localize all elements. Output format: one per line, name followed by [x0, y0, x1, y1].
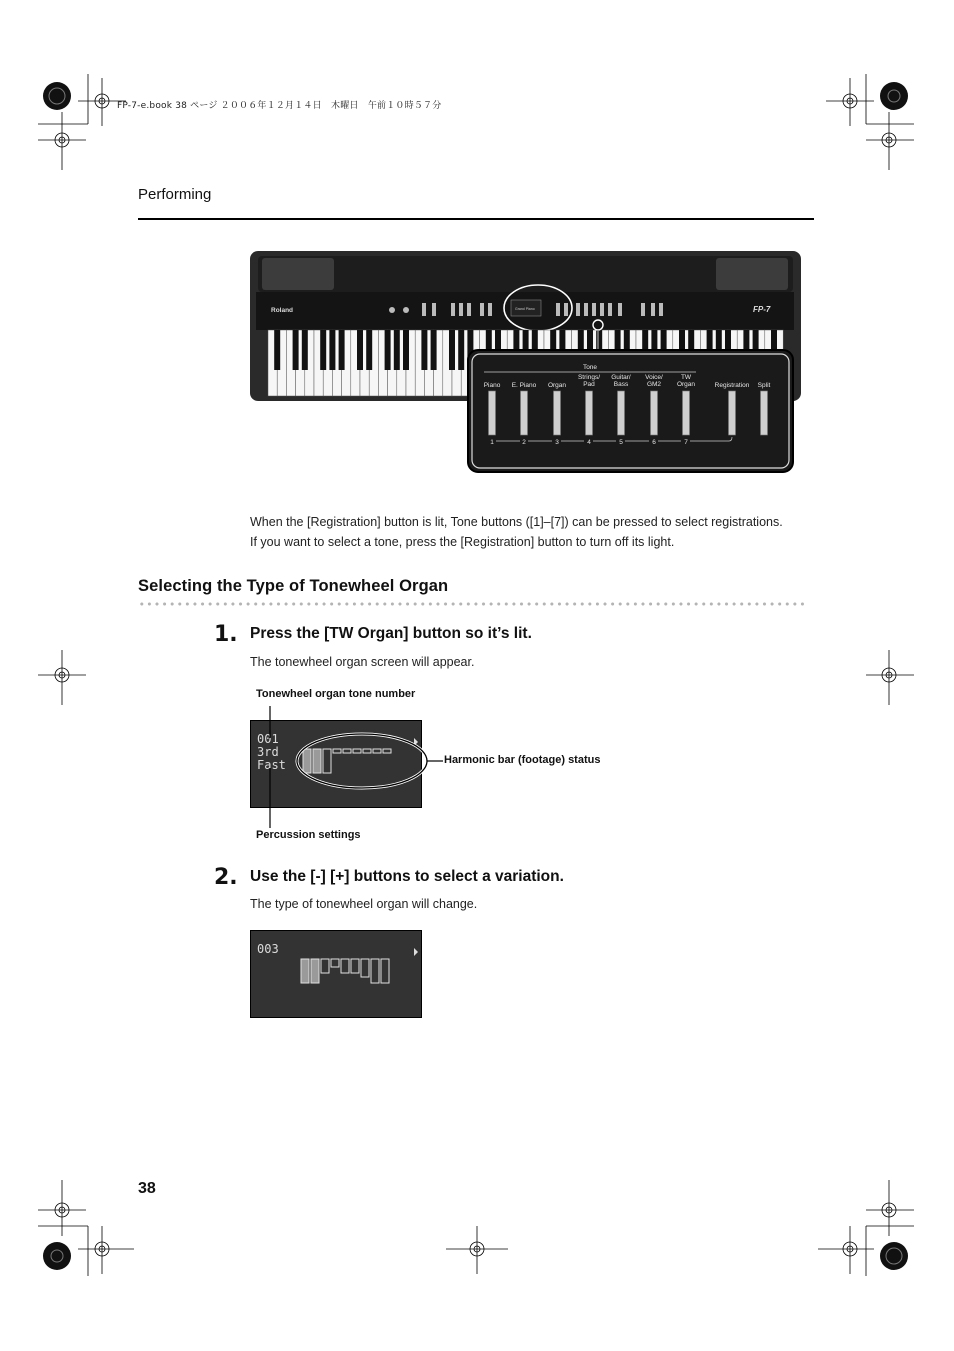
- black-key: [274, 330, 280, 370]
- drawbar: [321, 959, 329, 973]
- panel-button-label: GM2: [646, 381, 662, 388]
- panel-button-label: Organ: [547, 382, 567, 389]
- panel-tone-button[interactable]: [489, 391, 496, 435]
- drawbar: [351, 959, 359, 973]
- panel-button-label: Organ: [676, 381, 696, 388]
- panel-button-label: TW: [680, 374, 692, 381]
- section-heading: Selecting the Type of Tonewheel Organ: [138, 577, 449, 595]
- step-1-number: 1.: [214, 622, 238, 647]
- black-key: [366, 330, 372, 370]
- panel-button-number: 1: [490, 439, 494, 446]
- panel-button-label: Registration: [714, 382, 750, 389]
- drawbar: [361, 959, 369, 977]
- panel-tone-button[interactable]: [618, 391, 625, 435]
- drawbar: [333, 749, 341, 753]
- black-key: [339, 330, 345, 370]
- panel-tone-button[interactable]: [521, 391, 528, 435]
- step-1-description: The tonewheel organ screen will appear.: [250, 655, 475, 669]
- header-rule: [138, 218, 814, 220]
- keyboard-figure: [246, 248, 806, 478]
- step-2-title: Use the [-] [+] buttons to select a variation.: [250, 868, 564, 885]
- panel-button-label: Guitar/: [611, 374, 631, 381]
- panel-button-label: Piano: [483, 382, 501, 389]
- tone-group-label: Tone: [582, 364, 598, 371]
- section-label: Performing: [138, 186, 212, 203]
- panel-button-label: Split: [757, 382, 771, 389]
- panel-button-number: 5: [619, 439, 623, 446]
- heading-dotted-rule: [138, 602, 804, 606]
- black-key: [329, 330, 335, 370]
- drawbar: [381, 959, 389, 983]
- lcd-screen-2: [250, 930, 422, 1018]
- drawbar: [373, 749, 381, 753]
- drawbar: [353, 749, 361, 753]
- lcd1-drawbars: [251, 721, 421, 807]
- drawbar: [323, 749, 331, 773]
- intro-paragraph: [250, 512, 850, 552]
- panel-tone-button[interactable]: [683, 391, 690, 435]
- panel-button-number: 3: [555, 439, 559, 446]
- black-key: [431, 330, 437, 370]
- drawbar: [311, 959, 319, 983]
- black-key: [403, 330, 409, 370]
- panel-button-label: E. Piano: [511, 382, 537, 389]
- panel-button-number: 4: [587, 439, 591, 446]
- model-logo: FP-7: [753, 305, 771, 314]
- drawbar: [303, 749, 311, 773]
- panel-button-number: 2: [522, 439, 526, 446]
- drawbar: [343, 749, 351, 753]
- panel-tone-button[interactable]: [586, 391, 593, 435]
- drawbar: [341, 959, 349, 973]
- step-2-description: The type of tonewheel organ will change.: [250, 897, 478, 911]
- drawbar: [383, 749, 391, 753]
- black-key: [394, 330, 400, 370]
- panel-tone-button[interactable]: [554, 391, 561, 435]
- lcd1-percussion-harmonic: 3rd: [257, 745, 279, 759]
- intro-line-1: When the [Registration] button is lit, Tone buttons ([1]–[7]) can be pressed to select registrations.: [250, 515, 783, 529]
- lcd1-percussion-speed: Fast: [257, 758, 286, 772]
- callout-percussion: Percussion settings: [256, 829, 361, 841]
- intro-line-2: If you want to select a tone, press the [Registration] button to turn off its light.: [250, 535, 675, 549]
- drawbar: [363, 749, 371, 753]
- black-key: [320, 330, 326, 370]
- brand-logo: Roland: [271, 307, 294, 314]
- drawbar: [313, 749, 321, 773]
- black-key: [449, 330, 455, 370]
- drawbar: [301, 959, 309, 983]
- black-key: [421, 330, 427, 370]
- lcd-screen-1: [250, 720, 422, 808]
- black-key: [385, 330, 391, 370]
- drawbar: [331, 959, 339, 967]
- lcd2-tone-number: 003: [257, 942, 279, 956]
- panel-tone-button[interactable]: [761, 391, 768, 435]
- black-key: [293, 330, 299, 370]
- step-2-number: 2.: [214, 865, 238, 890]
- panel-button-number: 7: [684, 439, 688, 446]
- lcd1-tone-number: 001: [257, 732, 279, 746]
- callout-tone-number: Tonewheel organ tone number: [256, 688, 416, 700]
- panel-button-label: Voice/: [645, 374, 663, 381]
- black-key: [458, 330, 464, 370]
- page-number: 38: [138, 1180, 156, 1197]
- lcd2-drawbars: [251, 931, 421, 1017]
- panel-button-label: Strings/: [577, 374, 601, 381]
- black-key: [357, 330, 363, 370]
- panel-tone-button[interactable]: [729, 391, 736, 435]
- small-display-text: Grand Piano: [515, 307, 535, 311]
- panel-button-label: Pad: [583, 381, 595, 388]
- panel-button-number: 6: [652, 439, 656, 446]
- black-key: [302, 330, 308, 370]
- print-header: FP-7-e.book 38 ページ ２００６年１２月１４日 木曜日 午前１０時５７分: [117, 101, 442, 111]
- panel-button-label: Bass: [613, 381, 629, 388]
- drawbar: [371, 959, 379, 983]
- step-1-title: Press the [TW Organ] button so it’s lit.: [250, 625, 532, 642]
- callout-harmonic-bar: Harmonic bar (footage) status: [444, 754, 601, 766]
- panel-tone-button[interactable]: [651, 391, 658, 435]
